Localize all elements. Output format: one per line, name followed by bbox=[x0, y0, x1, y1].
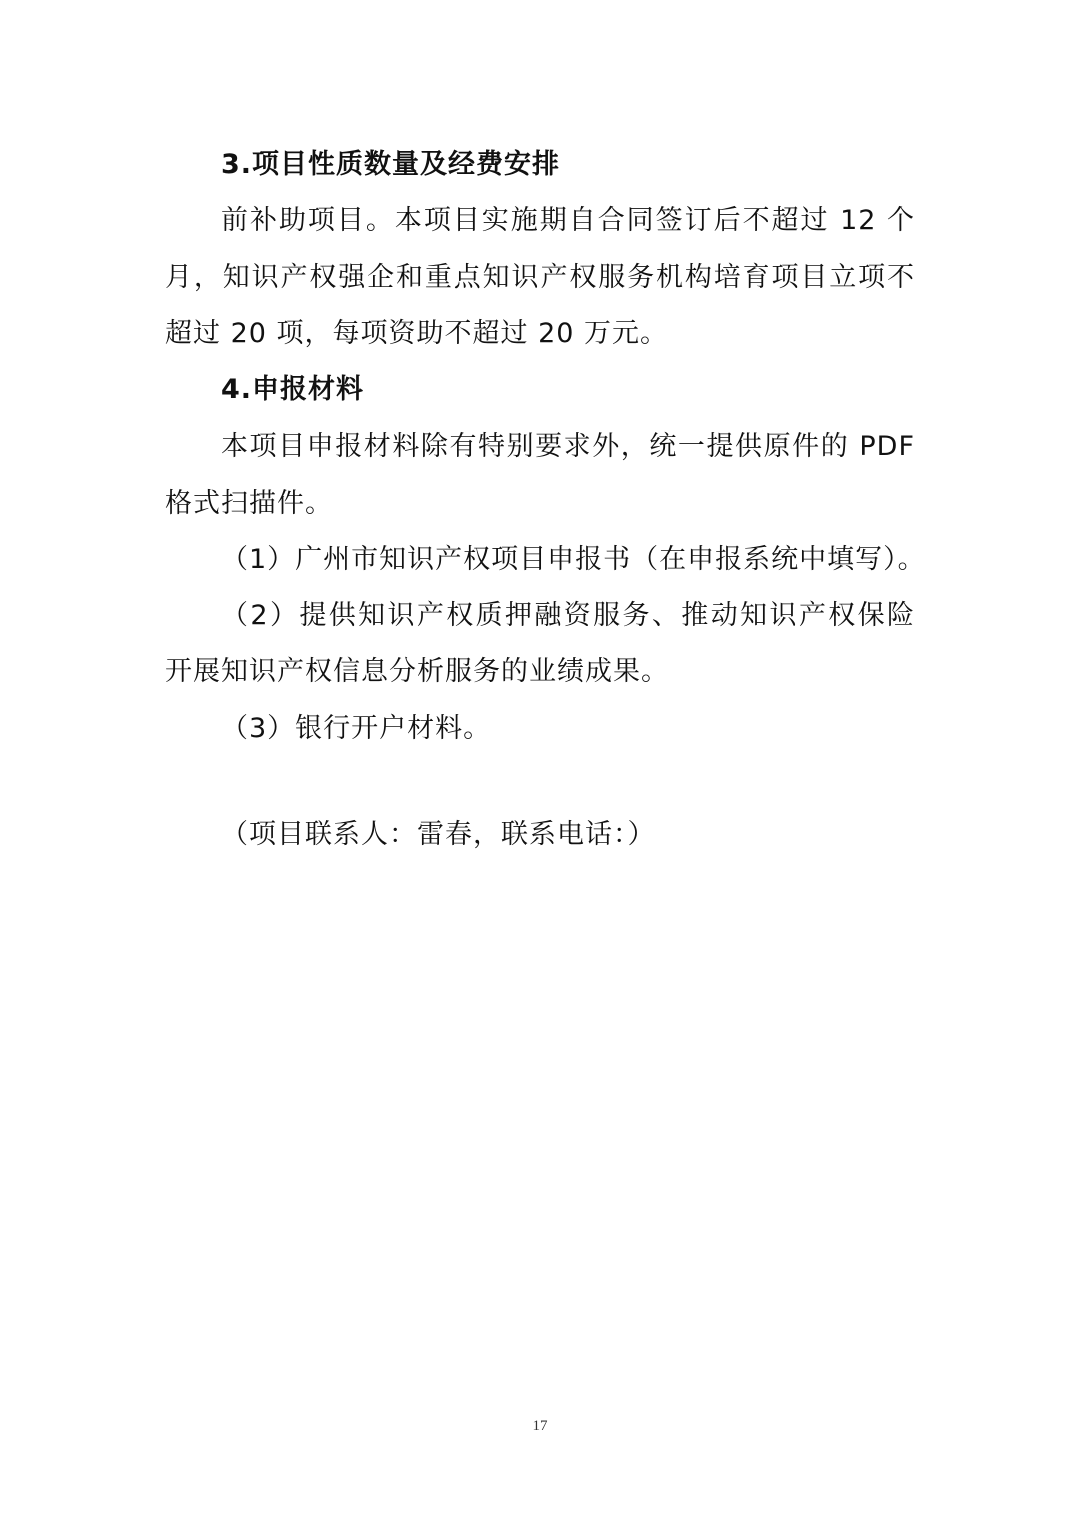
section-3-paragraph-line-2: 月，知识产权强企和重点知识产权服务机构培育项目立项不 bbox=[165, 262, 915, 293]
material-item-3: （3）银行开户材料。 bbox=[221, 713, 492, 744]
contact-line: （项目联系人：雷春，联系电话：） bbox=[221, 819, 656, 850]
section-3-heading: 3.项目性质数量及经费安排 bbox=[221, 149, 561, 180]
material-item-2-line-2: 开展知识产权信息分析服务的业绩成果。 bbox=[165, 656, 669, 687]
page-number: 17 bbox=[532, 1418, 548, 1434]
material-item-1: （1）广州市知识产权项目申报书（在申报系统中填写）。 bbox=[221, 544, 926, 575]
section-4-paragraph-line-1: 本项目申报材料除有特别要求外，统一提供原件的 PDF bbox=[221, 431, 915, 462]
section-3-paragraph-line-1: 前补助项目。本项目实施期自合同签订后不超过 12 个 bbox=[221, 205, 915, 236]
section-4-heading: 4.申报材料 bbox=[221, 374, 365, 405]
material-item-2-line-1: （2）提供知识产权质押融资服务、推动知识产权保险 bbox=[221, 600, 915, 631]
section-3-paragraph-line-3: 超过 20 项，每项资助不超过 20 万元。 bbox=[165, 318, 669, 349]
section-4-paragraph-line-2: 格式扫描件。 bbox=[165, 488, 333, 519]
